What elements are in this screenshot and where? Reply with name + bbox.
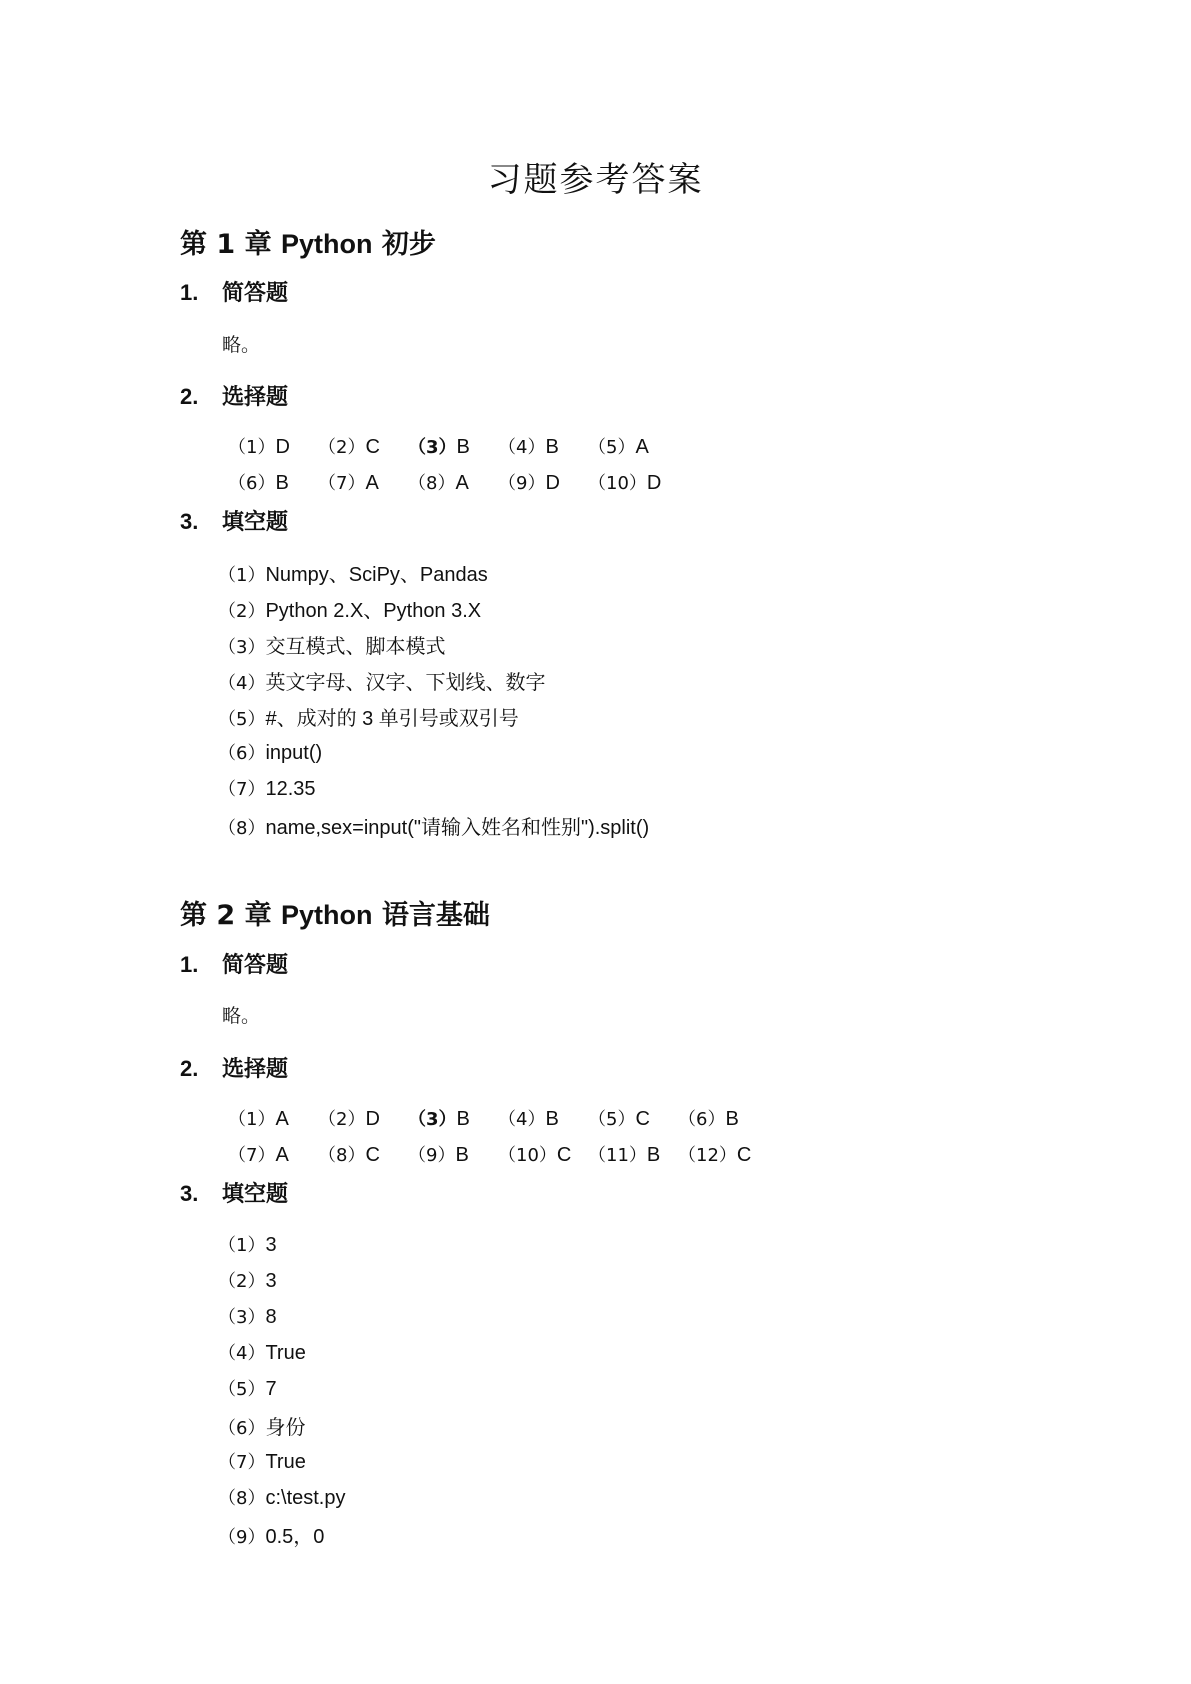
fill-item: （4）True [218, 1342, 306, 1364]
fill-item: （4）英文字母、汉字、下划线、数字 [218, 672, 546, 694]
choice-item: （9）D [498, 472, 560, 494]
section-number: 3. [180, 1181, 199, 1206]
fill-item: （5）7 [218, 1378, 277, 1400]
chapter-2-suffix: 语言基础 [372, 900, 490, 931]
fill-item: （7）12.35 [218, 778, 316, 800]
choice-item: （10）C [498, 1144, 572, 1166]
section-number: 1. [180, 952, 199, 977]
section-label: 填空题 [222, 1182, 289, 1207]
choice-item: （3）B [408, 436, 470, 458]
section-label: 选择题 [222, 1057, 289, 1082]
ch2-fill-heading [180, 1177, 288, 1208]
section-number: 2. [180, 384, 199, 409]
chapter-2-heading [180, 893, 490, 932]
choice-item: （2）C [318, 436, 380, 458]
choice-item: （1）D [228, 436, 290, 458]
ch1-short-answer-note: 略。 [222, 335, 261, 356]
chapter-2-prefix: 第 2 章 [180, 900, 281, 931]
section-label: 简答题 [222, 953, 289, 978]
fill-item: （5）#、成对的 3 单引号或双引号 [218, 708, 519, 730]
chapter-1-suffix: 初步 [372, 229, 436, 260]
fill-item: （1）3 [218, 1234, 277, 1256]
choice-item: （3）B [408, 1108, 470, 1130]
ch2-choice-heading [180, 1052, 288, 1083]
ch1-fill-heading [180, 505, 288, 536]
section-number: 2. [180, 1056, 199, 1081]
section-label: 填空题 [222, 510, 289, 535]
choice-item: （4）B [498, 1108, 559, 1130]
choice-item: （8）A [408, 472, 469, 494]
choice-item: （5）A [588, 436, 649, 458]
choice-item: （8）C [318, 1144, 380, 1166]
choice-item: （6）B [228, 472, 289, 494]
fill-item: （3）交互模式、脚本模式 [218, 636, 446, 658]
choice-item: （6）B [678, 1108, 739, 1130]
choice-item: （2）D [318, 1108, 380, 1130]
ch1-short-answer-heading [180, 276, 288, 307]
section-number: 3. [180, 509, 199, 534]
section-label: 简答题 [222, 281, 289, 306]
section-number: 1. [180, 280, 199, 305]
choice-item: （1）A [228, 1108, 289, 1130]
choice-item: （7）A [228, 1144, 289, 1166]
choice-item: （12）C [678, 1144, 752, 1166]
fill-item: （1）Numpy、SciPy、Pandas [218, 564, 488, 586]
choice-item: （10）D [588, 472, 662, 494]
fill-item: （2）3 [218, 1270, 277, 1292]
fill-item: （7）True [218, 1451, 306, 1473]
fill-item: （2）Python 2.X、Python 3.X [218, 600, 482, 622]
fill-item: （8）name,sex=input("请输入姓名和性别").split() [218, 817, 650, 839]
choice-item: （5）C [588, 1108, 650, 1130]
fill-item: （6）input() [218, 742, 323, 764]
fill-item: （6）身份 [218, 1417, 306, 1439]
choice-item: （4）B [498, 436, 559, 458]
ch1-choice-heading [180, 380, 288, 411]
choice-item: （11）B [588, 1144, 661, 1166]
choice-item: （9）B [408, 1144, 469, 1166]
section-label: 选择题 [222, 385, 289, 410]
choice-item: （7）A [318, 472, 379, 494]
ch2-short-answer-heading [180, 948, 288, 979]
fill-item: （9）0.5，0 [218, 1526, 325, 1548]
chapter-1-heading [180, 222, 436, 261]
chapter-1-prefix: 第 1 章 [180, 229, 281, 260]
page-title: 习题参考答案 [487, 162, 704, 199]
fill-item: （3）8 [218, 1306, 277, 1328]
chapter-2-python: Python [281, 900, 373, 930]
chapter-1-python: Python [281, 229, 373, 259]
ch2-short-answer-note: 略。 [222, 1006, 261, 1027]
fill-item: （8）c:\test.py [218, 1487, 346, 1509]
